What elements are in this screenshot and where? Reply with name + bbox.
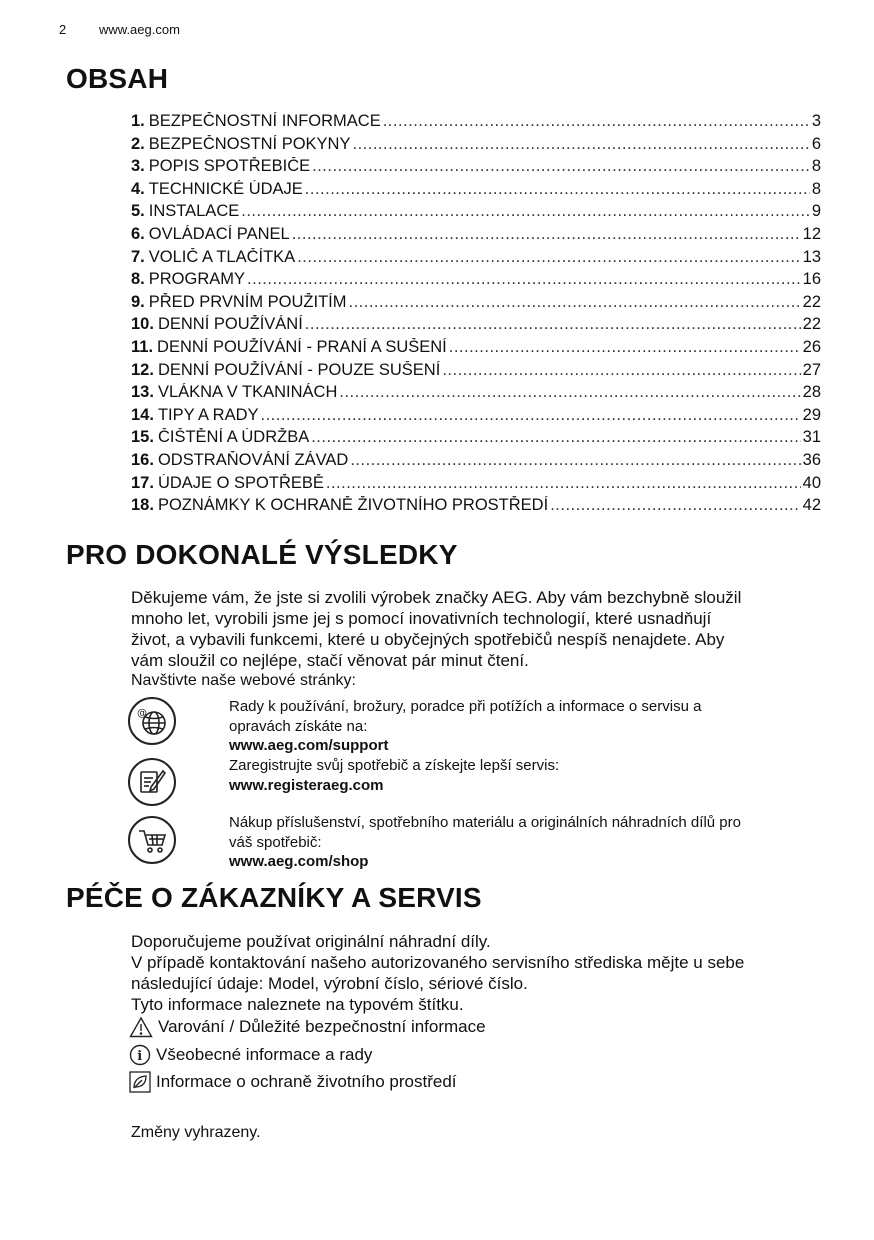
globe-icon	[128, 697, 176, 745]
toc-item-number: 7.	[131, 247, 145, 266]
toc-item-label: VOLIČ A TLAČÍTKA	[148, 247, 296, 266]
toc-item[interactable]	[131, 180, 821, 203]
register-icon	[128, 758, 176, 806]
service-paragraph	[131, 931, 821, 1015]
toc-item-number: 6.	[131, 224, 145, 243]
toc-item-page: 40	[802, 473, 821, 492]
toc-item-label: TECHNICKÉ ÚDAJE	[148, 179, 303, 198]
toc-item-label: POPIS SPOTŘEBIČE	[148, 157, 311, 176]
toc-leader-dots	[312, 157, 810, 176]
shop-link[interactable]: www.aeg.com/shop	[229, 853, 369, 870]
service-line: následující údaje: Model, výrobní číslo, sériové číslo.	[131, 974, 528, 993]
toc-item-page: 3	[811, 112, 821, 130]
toc-item[interactable]	[131, 112, 821, 135]
web-item-text: váš spotřebič:	[229, 833, 322, 851]
results-line: vám sloužil co nejlépe, stačí věnovat pár minut čtení.	[131, 651, 529, 670]
toc-item-label: PROGRAMY	[148, 270, 246, 289]
page-header	[59, 22, 180, 37]
toc-item-number: 11.	[131, 337, 154, 356]
toc-item[interactable]	[131, 406, 821, 429]
toc-item[interactable]	[131, 315, 821, 338]
toc-item[interactable]	[131, 428, 821, 451]
service-line: Doporučujeme používat originální náhradní díly.	[131, 932, 491, 951]
toc-item-page: 13	[802, 247, 821, 266]
web-item-text: Zaregistrujte svůj spotřebič a získejte lepší servis:	[229, 757, 560, 774]
toc-item-page: 28	[802, 383, 821, 402]
toc-leader-dots	[261, 406, 801, 425]
toc-item[interactable]	[131, 157, 821, 180]
toc-leader-dots	[297, 248, 800, 267]
toc-leader-dots	[311, 428, 800, 447]
toc-item[interactable]	[131, 474, 821, 497]
toc-leader-dots	[383, 112, 810, 131]
toc-item-label: DENNÍ POUŽÍVÁNÍ	[157, 315, 303, 334]
symbol-label: Varování / Důležité bezpečnostní informace	[158, 1017, 486, 1036]
toc-item-label: BEZPEČNOSTNÍ INFORMACE	[148, 112, 381, 130]
web-item-text: Nákup příslušenství, spotřebního materiálu a originálních náhradních dílů pro	[229, 814, 741, 831]
support-link[interactable]: www.aeg.com/support	[229, 737, 389, 754]
web-item-text: opravách získáte na:	[229, 717, 368, 735]
toc-item-number: 14.	[131, 405, 154, 424]
toc-item-number: 4.	[131, 179, 145, 198]
toc-item[interactable]	[131, 270, 821, 293]
toc-item[interactable]	[131, 202, 821, 225]
visit-text: Navštivte naše webové stránky:	[131, 672, 356, 689]
website-link[interactable]: www.aeg.com	[99, 22, 180, 37]
warning-icon	[129, 1016, 153, 1038]
page-number: 2	[59, 22, 67, 37]
toc-item-page: 6	[811, 134, 821, 153]
toc-leader-dots	[339, 383, 800, 402]
toc-item[interactable]	[131, 135, 821, 158]
toc-item-number: 9.	[131, 292, 145, 311]
symbol-environment	[129, 1071, 457, 1093]
toc-item[interactable]	[131, 293, 821, 316]
toc-leader-dots	[350, 451, 800, 470]
toc-item-page: 42	[802, 496, 821, 515]
toc-leader-dots	[326, 474, 801, 493]
toc-item[interactable]	[131, 225, 821, 248]
info-icon	[129, 1044, 151, 1066]
toc-item-label: VLÁKNA V TKANINÁCH	[157, 383, 338, 402]
toc-leader-dots	[449, 338, 801, 357]
toc-leader-dots	[305, 180, 810, 199]
toc-item-label: POZNÁMKY K OCHRANĚ ŽIVOTNÍHO PROSTŘEDÍ	[157, 496, 549, 515]
toc-item-number: 2.	[131, 134, 145, 153]
results-title: PRO DOKONALÉ VÝSLEDKY	[66, 539, 458, 570]
leaf-icon	[129, 1071, 151, 1093]
toc-item-page: 22	[802, 292, 821, 311]
results-line: Děkujeme vám, že jste si zvolili výrobek značky AEG. Aby vám bezchybně sloužil	[131, 588, 742, 607]
toc-leader-dots	[247, 270, 801, 289]
results-paragraph	[131, 587, 821, 671]
toc-item[interactable]	[131, 383, 821, 406]
toc-item-page: 31	[802, 428, 821, 447]
toc-item-label: INSTALACE	[148, 202, 240, 221]
toc-item-page: 29	[802, 405, 821, 424]
toc-item[interactable]	[131, 248, 821, 271]
symbol-label: Všeobecné informace a rady	[156, 1045, 373, 1064]
toc-item-number: 17.	[131, 473, 154, 492]
svg-text:i: i	[137, 1049, 143, 1064]
toc-item-number: 12.	[131, 360, 154, 379]
toc-item-page: 9	[811, 202, 821, 221]
toc-item-label: OVLÁDACÍ PANEL	[148, 224, 290, 243]
toc-item-label: ODSTRAŇOVÁNÍ ZÁVAD	[157, 450, 349, 469]
svg-text:@: @	[137, 708, 147, 719]
toc-item[interactable]	[131, 338, 821, 361]
toc-item[interactable]	[131, 451, 821, 474]
toc-item-number: 15.	[131, 428, 154, 447]
service-line: V případě kontaktování našeho autorizovaného servisního střediska mějte u sebe	[131, 953, 745, 972]
toc-item-page: 16	[802, 270, 821, 289]
toc-leader-dots	[550, 496, 800, 515]
toc-item-label: BEZPEČNOSTNÍ POKYNY	[148, 134, 351, 153]
changes-reserved: Změny vyhrazeny.	[131, 1124, 261, 1141]
table-of-contents	[131, 112, 821, 519]
register-link[interactable]: www.registeraeg.com	[229, 776, 384, 794]
symbol-info	[129, 1044, 372, 1066]
toc-title: OBSAH	[66, 63, 169, 94]
toc-item-page: 8	[811, 179, 821, 198]
symbol-label: Informace o ochraně životního prostředí	[156, 1072, 457, 1091]
toc-item-label: DENNÍ POUŽÍVÁNÍ - POUZE SUŠENÍ	[157, 360, 441, 379]
toc-leader-dots	[442, 361, 800, 380]
toc-item-number: 1.	[131, 112, 145, 130]
toc-item-number: 8.	[131, 270, 145, 289]
service-line: Tyto informace naleznete na typovém štítku.	[131, 995, 464, 1014]
toc-item-number: 16.	[131, 450, 154, 469]
toc-leader-dots	[352, 135, 809, 154]
toc-item-number: 3.	[131, 157, 145, 176]
toc-leader-dots	[292, 225, 801, 244]
toc-item-page: 27	[802, 360, 821, 379]
toc-item-label: TIPY A RADY	[157, 405, 259, 424]
toc-item-number: 18.	[131, 496, 154, 515]
toc-item-page: 26	[802, 337, 821, 356]
toc-item-page: 22	[802, 315, 821, 334]
service-title: PÉČE O ZÁKAZNÍKY A SERVIS	[66, 882, 482, 913]
toc-item-number: 13.	[131, 383, 154, 402]
toc-item[interactable]	[131, 361, 821, 384]
toc-leader-dots	[305, 315, 801, 334]
toc-item-label: ÚDAJE O SPOTŘEBĚ	[157, 473, 324, 492]
cart-icon	[128, 816, 176, 864]
results-line: život, a vybavili funkcemi, které u obyčejných spotřebičů nespíš nenajdete. Aby	[131, 630, 725, 649]
results-line: mnoho let, vyrobili jsme jej s pomocí inovativních technologií, které usnadňují	[131, 609, 712, 628]
toc-item-page: 12	[802, 224, 821, 243]
symbol-warning	[129, 1016, 486, 1038]
toc-item-number: 5.	[131, 202, 145, 221]
toc-item-label: ČIŠTĚNÍ A ÚDRŽBA	[157, 428, 310, 447]
toc-leader-dots	[241, 202, 810, 221]
toc-item-page: 8	[811, 157, 821, 176]
toc-leader-dots	[348, 293, 800, 312]
toc-item-number: 10.	[131, 315, 154, 334]
web-item-text: Rady k používání, brožury, poradce při potížích a informace o servisu a	[229, 698, 702, 715]
toc-item-label: DENNÍ POUŽÍVÁNÍ - PRANÍ A SUŠENÍ	[157, 337, 447, 356]
toc-item-label: PŘED PRVNÍM POUŽITÍM	[148, 292, 347, 311]
toc-item[interactable]	[131, 496, 821, 519]
toc-item-page: 36	[802, 450, 821, 469]
